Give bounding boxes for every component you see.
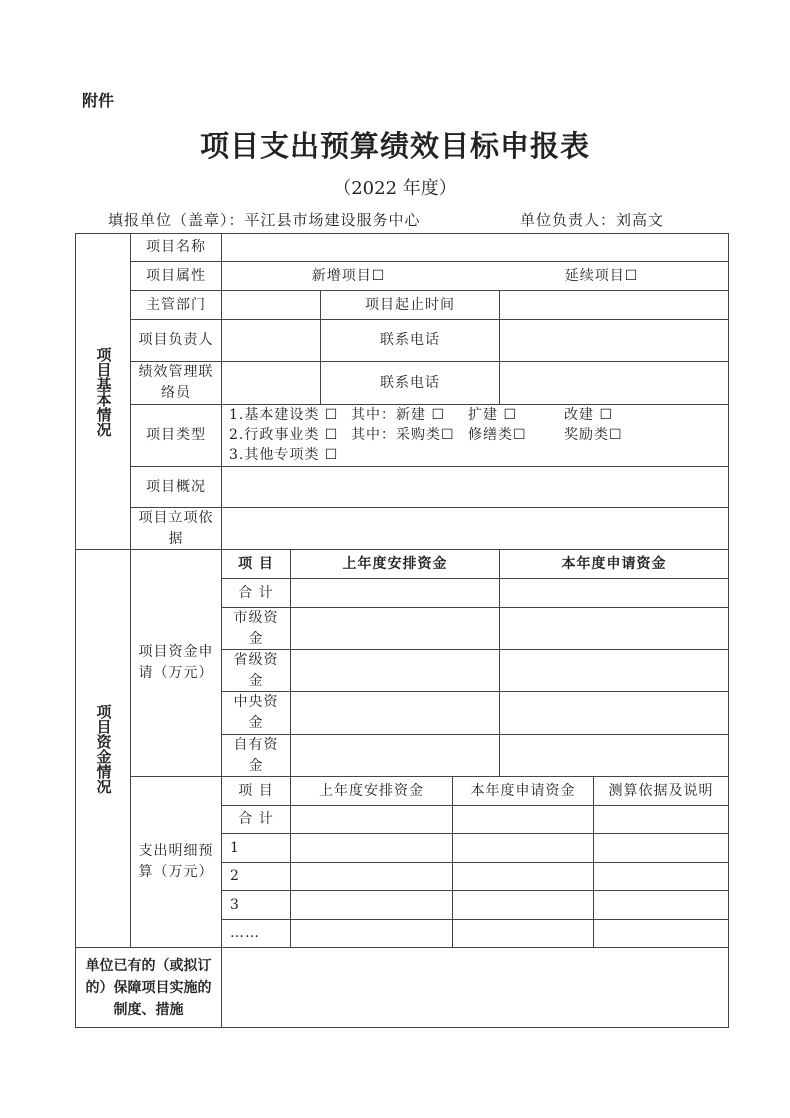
fund-cell[interactable] — [290, 607, 500, 650]
detail-row-label: 合 计 — [221, 805, 291, 834]
detail-row-label: 2 — [221, 862, 291, 891]
label-liaison: 绩效管理联络员 — [130, 361, 222, 405]
type-option[interactable]: 其中：采购类☐ — [351, 427, 455, 443]
type-option[interactable]: 扩建 ☐ — [468, 407, 518, 423]
label-period: 项目起止时间 — [320, 290, 500, 320]
section-basic-info: 项目基本情况 — [75, 233, 131, 550]
fund-row-label: 中央资金 — [221, 691, 291, 735]
detail-cell[interactable] — [290, 890, 453, 920]
detail-cell[interactable] — [452, 862, 594, 891]
fund-cell[interactable] — [499, 734, 729, 777]
detail-row-label: …… — [221, 919, 291, 948]
label-dept: 主管部门 — [130, 290, 222, 320]
basis-field[interactable] — [221, 507, 729, 550]
label-project-attr: 项目属性 — [130, 261, 222, 291]
detail-cell[interactable] — [290, 919, 453, 948]
fill-unit: 填报单位（盖章）：平江县市场建设服务中心 — [108, 211, 421, 229]
project-type-options — [221, 404, 729, 467]
checkbox-new-project[interactable]: 新增项目☐ — [311, 267, 386, 284]
fund-row-label: 省级资金 — [221, 649, 291, 692]
measures-field[interactable] — [221, 947, 729, 1028]
label-basis: 项目立项依据 — [130, 507, 222, 550]
type-option[interactable]: 2.行政事业类 ☐ — [229, 427, 339, 443]
checkbox-continued-project[interactable]: 延续项目☐ — [564, 267, 639, 284]
fund-row-label: 市级资金 — [221, 607, 291, 650]
fund-cell[interactable] — [290, 649, 500, 692]
label-phone-1: 联系电话 — [320, 319, 500, 362]
detail-header: 上年度安排资金 — [290, 776, 453, 806]
label-project-name: 项目名称 — [130, 233, 222, 262]
detail-cell[interactable] — [452, 833, 594, 863]
project-attr-field — [221, 261, 729, 291]
detail-cell[interactable] — [452, 890, 594, 920]
detail-cell[interactable] — [593, 805, 729, 834]
period-field[interactable] — [499, 290, 729, 320]
fund-cell[interactable] — [499, 578, 729, 608]
fund-row-label: 合 计 — [221, 578, 291, 608]
detail-cell[interactable] — [593, 833, 729, 863]
detail-row-label: 1 — [221, 833, 291, 863]
detail-header: 项 目 — [221, 776, 291, 806]
detail-cell[interactable] — [593, 890, 729, 920]
label-leader: 项目负责人 — [130, 319, 222, 362]
fund-cell[interactable] — [499, 691, 729, 735]
label-fund-apply: 项目资金申请（万元） — [130, 549, 222, 777]
year-label: （2022 年度） — [333, 178, 457, 199]
detail-cell[interactable] — [593, 919, 729, 948]
type-option[interactable]: 3.其他专项类 ☐ — [229, 447, 339, 463]
project-name-field[interactable] — [221, 233, 729, 262]
fund-header: 项 目 — [221, 549, 291, 579]
detail-header: 测算依据及说明 — [593, 776, 729, 806]
type-option[interactable]: 奖励类☐ — [564, 427, 623, 443]
fund-cell[interactable] — [290, 578, 500, 608]
fund-header: 上年度安排资金 — [290, 549, 500, 579]
detail-cell[interactable] — [290, 833, 453, 863]
phone-2-field[interactable] — [499, 361, 729, 405]
page-title: 项目支出预算绩效目标申报表 — [199, 129, 590, 163]
fund-row-label: 自有资金 — [221, 734, 291, 777]
fund-cell[interactable] — [499, 607, 729, 650]
section-funds: 项目资金情况 — [75, 549, 131, 948]
detail-row-label: 3 — [221, 890, 291, 920]
detail-header: 本年度申请资金 — [452, 776, 594, 806]
overview-field[interactable] — [221, 466, 729, 508]
phone-1-field[interactable] — [499, 319, 729, 362]
type-option[interactable]: 修缮类☐ — [468, 427, 527, 443]
label-phone-2: 联系电话 — [320, 361, 500, 405]
fund-header: 本年度申请资金 — [499, 549, 729, 579]
attachment-label: 附件 — [82, 91, 115, 110]
unit-head: 单位负责人：刘高文 — [520, 211, 665, 229]
detail-cell[interactable] — [290, 862, 453, 891]
detail-cell[interactable] — [593, 862, 729, 891]
label-overview: 项目概况 — [130, 466, 222, 508]
detail-cell[interactable] — [452, 919, 594, 948]
fund-cell[interactable] — [499, 649, 729, 692]
label-measures: 单位已有的（或拟订的）保障项目实施的制度、措施 — [75, 947, 222, 1028]
type-option[interactable]: 改建 ☐ — [564, 407, 614, 423]
type-option[interactable]: 1.基本建设类 ☐ — [229, 407, 339, 423]
leader-field[interactable] — [221, 319, 321, 362]
fund-cell[interactable] — [290, 734, 500, 777]
fund-cell[interactable] — [290, 691, 500, 735]
detail-cell[interactable] — [452, 805, 594, 834]
label-detail-budget: 支出明细预算（万元） — [130, 776, 222, 948]
liaison-field[interactable] — [221, 361, 321, 405]
label-project-type: 项目类型 — [130, 404, 222, 467]
dept-field[interactable] — [221, 290, 321, 320]
detail-cell[interactable] — [290, 805, 453, 834]
type-option[interactable]: 其中：新建 ☐ — [351, 407, 446, 423]
